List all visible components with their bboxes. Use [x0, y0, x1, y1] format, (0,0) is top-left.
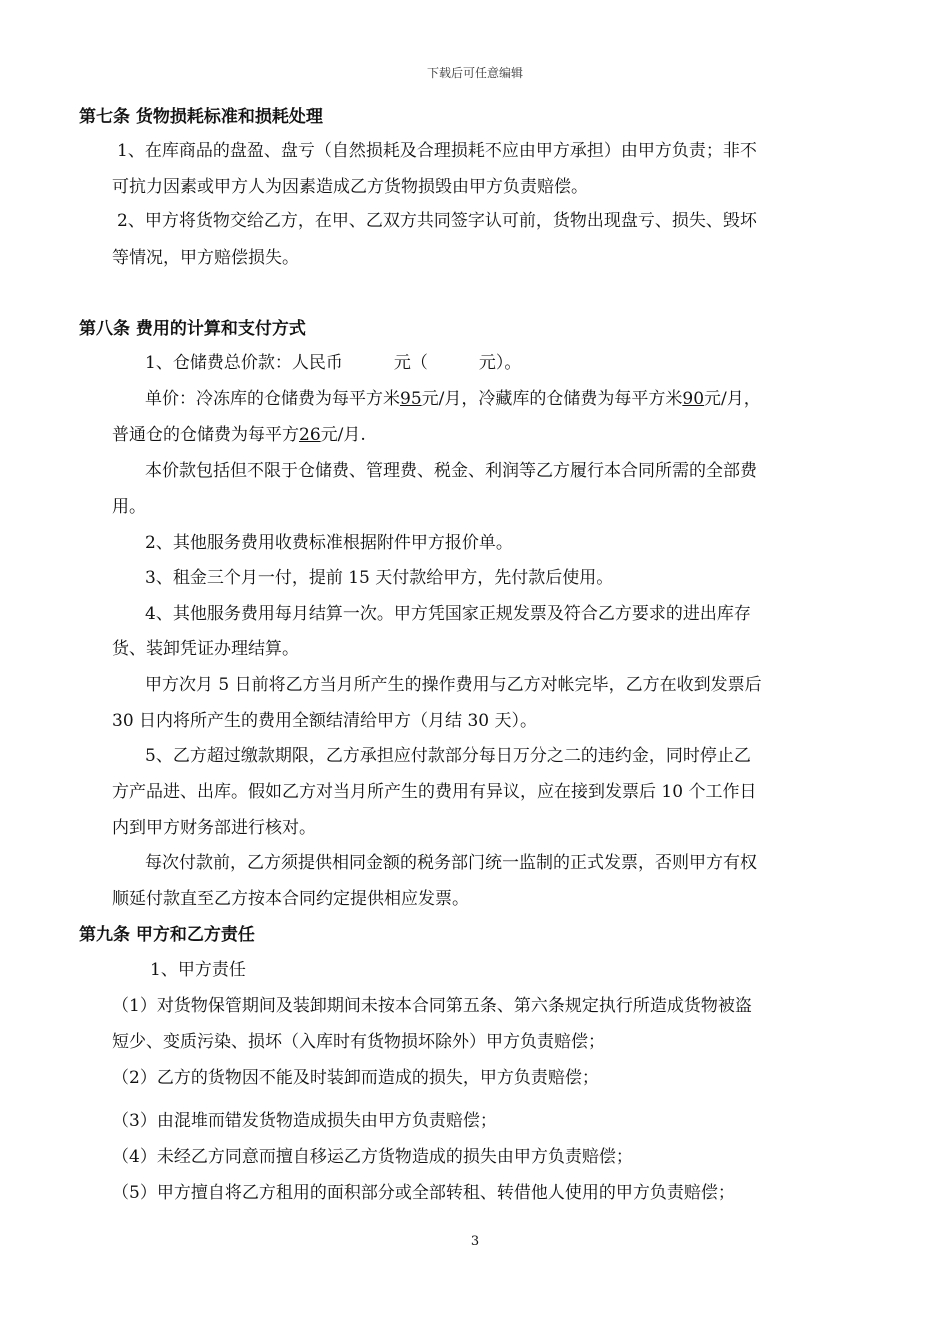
- freezer-price-value: 95: [400, 389, 422, 409]
- s8-line-12: 5、乙方超过缴款期限，乙方承担应付款部分每日万分之二的违约金，同时停止乙: [145, 746, 751, 766]
- s8-line-4: 本价款包括但不限于仓储费、管理费、税金、利润等乙方履行本合同所需的全部费: [145, 461, 757, 481]
- s9-line-3: 短少、变质污染、损坏（入库时有货物损坏除外）甲方负责赔偿；: [112, 1032, 605, 1052]
- s8-line-5: 用。: [112, 497, 146, 517]
- price-text-b: 元/月，冷藏库的仓储费为每平方米: [421, 389, 683, 409]
- s8-price-line-1: [145, 388, 761, 410]
- section-9-title: 第九条 甲方和乙方责任: [79, 925, 255, 945]
- price-text-e: 元/月.: [320, 425, 366, 445]
- section-7-title: 第七条 货物损耗标准和损耗处理: [79, 107, 323, 127]
- section-8-title: 第八条 费用的计算和支付方式: [79, 319, 306, 339]
- s9-line-1: 1、甲方责任: [150, 960, 246, 980]
- s8-line-9: 货、装卸凭证办理结算。: [112, 639, 299, 659]
- price-text-c: 元/月，: [704, 389, 761, 409]
- s8-line-1: 1、仓储费总价款：人民币 元（ 元）。: [145, 353, 522, 373]
- s8-line-13: 方产品进、出库。假如乙方对当月所产生的费用有异议，应在接到发票后 10 个工作日: [112, 782, 757, 802]
- s8-line-11: 30 日内将所产生的费用全额结清给甲方（月结 30 天）。: [112, 711, 537, 731]
- s8-line-10: 甲方次月 5 日前将乙方当月所产生的操作费用与乙方对帐完毕，乙方在收到发票后: [145, 675, 762, 695]
- s9-line-5: （3）由混堆而错发货物造成损失由甲方负责赔偿；: [112, 1111, 497, 1131]
- s8-line-6: 2、其他服务费用收费标准根据附件甲方报价单。: [145, 533, 513, 553]
- price-text-d: 普通仓的仓储费为每平方: [112, 425, 299, 445]
- page-header: 下载后可任意编辑: [426, 66, 523, 80]
- s8-line-14: 内到甲方财务部进行核对。: [112, 818, 316, 838]
- s7-line-1: 1、在库商品的盘盈、盘亏（自然损耗及合理损耗不应由甲方承担）由甲方负责；非不: [117, 141, 757, 161]
- page-number: 3: [470, 1234, 480, 1249]
- s8-price-line-2: [112, 424, 366, 446]
- s9-line-2: （1）对货物保管期间及装卸期间未按本合同第五条、第六条规定执行所造成货物被盗: [112, 996, 752, 1016]
- normal-storage-price-value: 26: [299, 425, 321, 445]
- s7-line-2: 可抗力因素或甲方人为因素造成乙方货物损毁由甲方负责赔偿。: [112, 177, 588, 197]
- s8-line-8: 4、其他服务费用每月结算一次。甲方凭国家正规发票及符合乙方要求的进出库存: [145, 604, 751, 624]
- s7-line-4: 等情况，甲方赔偿损失。: [112, 248, 299, 268]
- cold-storage-price-value: 90: [682, 389, 705, 409]
- s8-line-15: 每次付款前，乙方须提供相同金额的税务部门统一监制的正式发票，否则甲方有权: [145, 853, 757, 873]
- s8-line-7: 3、租金三个月一付，提前 15 天付款给甲方，先付款后使用。: [145, 568, 614, 588]
- s9-line-7: （5）甲方擅自将乙方租用的面积部分或全部转租、转借他人使用的甲方负责赔偿；: [112, 1183, 735, 1203]
- s9-line-6: （4）未经乙方同意而擅自移运乙方货物造成的损失由甲方负责赔偿；: [112, 1147, 633, 1167]
- s7-line-3: 2、甲方将货物交给乙方，在甲、乙双方共同签字认可前，货物出现盘亏、损失、毁坏: [117, 211, 757, 231]
- price-text-a: 单价：冷冻库的仓储费为每平方米: [145, 389, 400, 409]
- s8-line-16: 顺延付款直至乙方按本合同约定提供相应发票。: [112, 889, 469, 909]
- s9-line-4: （2）乙方的货物因不能及时装卸而造成的损失，甲方负责赔偿；: [112, 1068, 599, 1088]
